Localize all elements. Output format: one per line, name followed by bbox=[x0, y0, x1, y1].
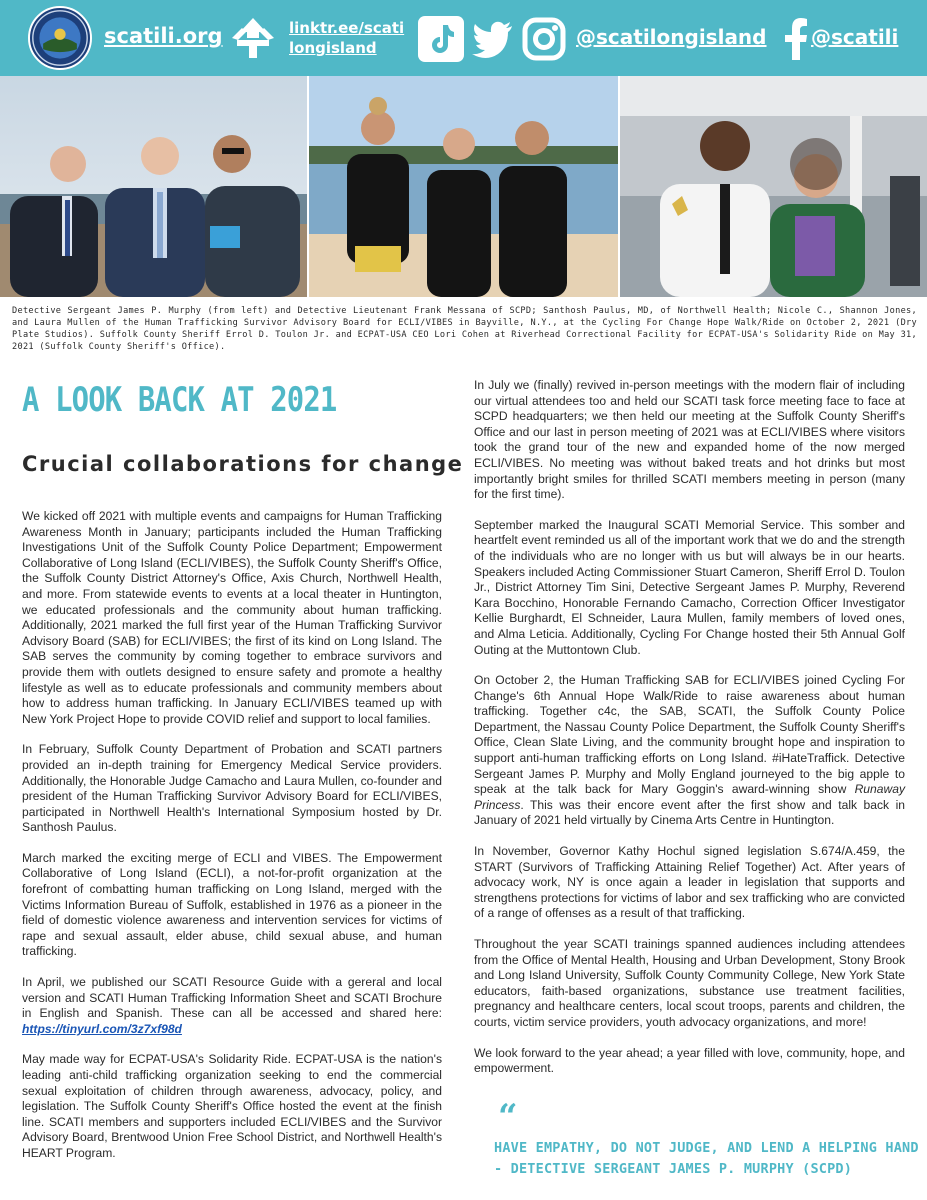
left-column bbox=[22, 509, 442, 1177]
twitter-icon[interactable] bbox=[472, 20, 514, 58]
linktree-line2: longisland bbox=[289, 39, 377, 57]
instagram-handle-link[interactable]: @scatilongisland bbox=[576, 25, 767, 49]
paragraph-may: May made way for ECPAT-USA's Solidarity Ride. ECPAT-USA is the nation's leading anti-child trafficking organization seeking to end the commercial sexual exploitation of children through awareness, advocacy, policy, and legislation. The Suffolk County Sheriff's Office hosted the event at the finish line. SCATI members and supporters included ECLI/VIBES and the Survivor Advisory Board, Brentwood Union Free School District, and Northwell Health's HEART Program. bbox=[22, 1052, 442, 1160]
linktree-icon[interactable] bbox=[228, 16, 278, 60]
instagram-icon[interactable] bbox=[522, 17, 566, 61]
facebook-icon[interactable] bbox=[784, 18, 808, 60]
linktree-line1: linktr.ee/scati bbox=[289, 19, 405, 37]
paragraph-november: In November, Governor Kathy Hochul signed legislation S.674/A.459, the START (Survivors of Trafficking Attaining Relief Together) Act. After years of advocacy work, NY is once again a leader in legislation that supports and strengthens protections for victims of labor and sex trafficking who are convicted of a range of offenses as a result of that trafficking. bbox=[474, 844, 905, 921]
photo-three-women-beach bbox=[309, 76, 618, 297]
paragraph-closing: We look forward to the year ahead; a year filled with love, community, hope, and empowerment. bbox=[474, 1045, 905, 1076]
paragraph-april-text: In April, we published our SCATI Resource Guide with a gereral and local version and SCATI Human Trafficking Information Sheet and SCATI Brochure in English and Spanish. These can all be accessed and shared here: bbox=[22, 975, 442, 1021]
show-title: Runaway Princess bbox=[474, 782, 905, 812]
tiktok-icon[interactable] bbox=[418, 16, 464, 62]
paragraph-april bbox=[22, 975, 442, 1037]
header-bar bbox=[0, 0, 927, 76]
article-headline: A LOOK BACK AT 2021 bbox=[22, 380, 337, 420]
scati-seal-icon bbox=[30, 8, 90, 68]
quote-mark-icon: “ bbox=[498, 1097, 518, 1137]
paragraph-october-text-end: . This was their encore event after the first show and talk back in January of 2021 held virtually by Cinema Arts Centre in Huntington. bbox=[474, 797, 905, 828]
scati-logo[interactable] bbox=[28, 6, 92, 70]
linktree-link[interactable] bbox=[289, 18, 409, 58]
paragraph-october-text: On October 2, the Human Trafficking SAB for ECLI/VIBES joined Cycling For Change's 6th Annual Hope Walk/Ride to raise awareness about human trafficking. Together c4c, the SAB, SCATI, the Suffolk County Police Department, the Nassau County Police Department, the Suffolk County Sheriff's Office, Clean Slate Living, and the community brought hope and inspiration to support anti-human trafficking efforts on Long Island. #iHateTraffick. Detective Sergeant James P. Murphy and Molly England journeyed to the big apple to speak at the talk back for Mary Goggin's award-winning show bbox=[474, 673, 905, 797]
photo-three-men bbox=[0, 76, 307, 297]
paragraph-march: March marked the exciting merge of ECLI and VIBES. The Empowerment Collaborative of Long Island (ECLI), a not-for-profit organization at the forefront of combatting human trafficking on Long Island, merged with the Victims Information Bureau of Suffolk, established in 1976 as a pioneer in the field of domestic violence awareness and intervention services for victims of rape and sexual assault, elder abuse, child sexual abuse, and human trafficking. bbox=[22, 850, 442, 959]
pull-quote bbox=[494, 1138, 919, 1180]
paragraph-september: September marked the Inaugural SCATI Memorial Service. This somber and heartfelt event reminded us all of the important work that we do and the strength of the individuals who are no longer with us but will always be in our hearts. Speakers included Acting Commissioner Stuart Cameron, Sheriff Errol D. Toulon Jr., District Attorney Tim Sini, Detective Sergeant James P. Murphy, Reverend Kara Bocchino, Honorable Fernando Camacho, Correction Officer Investigator Kellie Burghardt, El Schneider, Laura Mullen, family members of loved ones, and Alma Leticia. Additionally, Cycling For Change hosted their 5th Annual Golf Outing at the Muttontown Club. bbox=[474, 517, 905, 657]
photo-sheriff-and-ceo bbox=[620, 76, 927, 297]
right-column bbox=[474, 378, 905, 1092]
paragraph-february: In February, Suffolk County Department of Probation and SCATI partners provided an in-depth training for Emergency Medical Service providers. Additionally, the Honorable Judge Camacho and Laura Mullen, co-founder and president of the Human Trafficking Survivor Advisory Board for ECLI/VIBES, participated in Northwell Health's International Symposium hosted by Dr. Santhosh Paulus. bbox=[22, 742, 442, 835]
photo-caption: Detective Sergeant James P. Murphy (from left) and Detective Lieutenant Frank Messana of SCPD; Santhosh Paulus, MD, of Northwell Health; Nicole C., Shannon Jones, and Laura Mullen of the Human Trafficking Survivor Advisory Board for ECLI/VIBES in Bayville, N.Y., at the Cycling For Change Hope Walk/Ride on October 2, 2021 (Dry Plate Studios). Suffolk County Sheriff Errol D. Toulon Jr. and ECPAT-USA CEO Lori Cohen at Riverhead Correctional Facility for ECPAT-USA's Solidarity Ride on May 31, 2021 (Suffolk County Sheriff's Office). bbox=[12, 306, 917, 352]
paragraph-trainings: Throughout the year SCATI trainings spanned audiences including attendees from the Office of Mental Health, Housing and Urban Development, Stony Brook and Long Island University, Suffolk County Community College, New York State educators, faith-based organizations, substance use treatment facilities, pregnancy and healthcare centers, local scout troops, parents and children, the courts, victim service providers, youth advocacy organizations, and more! bbox=[474, 937, 905, 1029]
pull-quote-text: HAVE EMPATHY, DO NOT JUDGE, AND LEND A HELPING HAND bbox=[494, 1140, 919, 1156]
facebook-handle-link[interactable]: @scatili bbox=[811, 25, 899, 49]
article-subheadline: Crucial collaborations for change bbox=[22, 452, 464, 476]
paragraph-october bbox=[474, 673, 905, 829]
website-link[interactable]: scatili.org bbox=[104, 24, 223, 48]
paragraph-january: We kicked off 2021 with multiple events and campaigns for Human Trafficking Awareness Month in January; participants included the Human Trafficking Investigations Unit of the Suffolk County Police Department; Empowerment Collaborative of Long Island (ECLI/VIBES), the Suffolk County Sheriff's Office, the Suffolk County District Attorney's Office, Axis Church, Northwell Health, and more. From statewide events to events at a local theater in Huntington, we educated professionals and the community about human trafficking. Additionally, 2021 marked the full first year of the Human Trafficking Survivor Advisory Board (SAB) for ECLI/VIBES; the first of its kind on Long Island. The SAB serves the community by coming together to embrace survivors and provide them with outlets designed to ensure safety and promote a healthy lifestyle as well as to educate professionals and community members about how to address human trafficking. In January ECLI/VIBES teamed up with New York Project Hope to provide COVID relief and support to local families. bbox=[22, 509, 442, 726]
pull-quote-attribution: - DETECTIVE SERGEANT JAMES P. MURPHY (SCPD) bbox=[494, 1161, 853, 1177]
resource-guide-link[interactable]: https://tinyurl.com/3z7xf98d bbox=[22, 1021, 182, 1036]
photo-strip bbox=[0, 76, 927, 297]
paragraph-july: In July we (finally) revived in-person meetings with the modern flair of including our virtual attendees too and held our SCATI task force meeting face to face at SCPD headquarters; we then held our meeting at the Suffolk County Sheriff's Office and our last in person meeting of 2021 was at ECLI/VIBES where visitors took the grand tour of the new and expanded home of the now merged ECLI/VIBES. No meeting was without baked treats and hot drinks but most importantly bright smiles for thrilled SCATI members meeting in person (many for the first time). bbox=[474, 378, 905, 502]
